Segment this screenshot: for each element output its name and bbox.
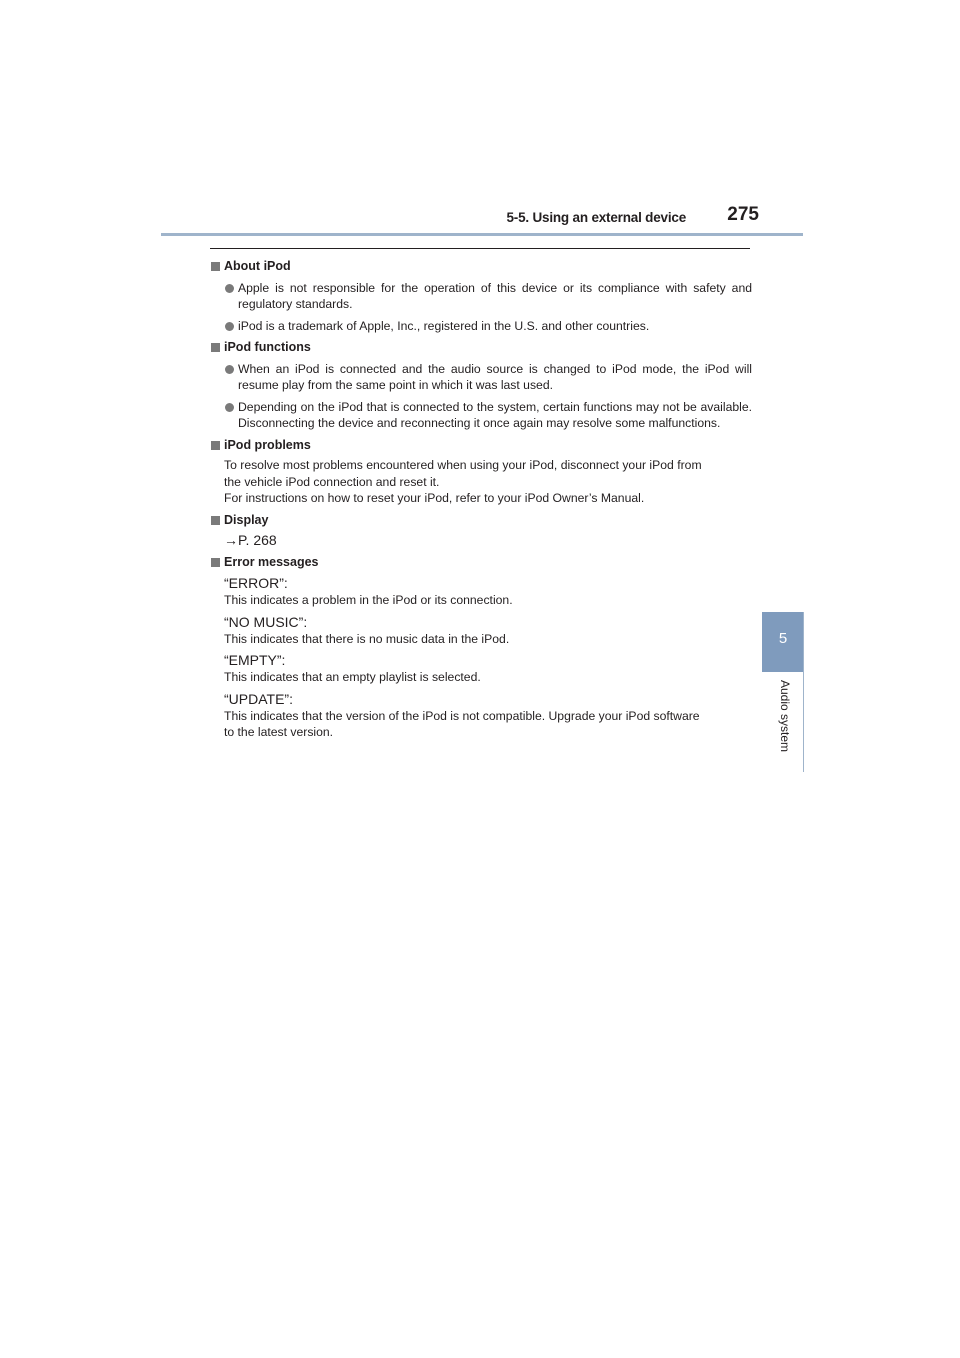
section-heading-ipod-functions: iPod functions <box>210 339 752 356</box>
list-item: When an iPod is connected and the audio source is changed to iPod mode, the iPod will resume play from the same point in which it was last used. <box>210 361 752 394</box>
circle-bullet-icon <box>225 365 234 374</box>
error-description: This indicates that there is no music data in the iPod. <box>224 631 510 646</box>
square-bullet-icon <box>211 343 220 352</box>
chapter-label: Audio system <box>778 680 792 753</box>
error-description: This indicates that an empty playlist is selected. <box>224 670 481 684</box>
error-code: “EMPTY”: <box>224 652 286 668</box>
side-rule <box>803 612 804 772</box>
page-header <box>161 200 803 236</box>
error-description: This indicates that the version of the iPod is not compatible. Upgrade your iPod software <box>224 708 700 723</box>
page-reference-link[interactable]: →P. 268 <box>224 532 277 548</box>
square-bullet-icon <box>211 441 220 450</box>
error-code: “ERROR”: <box>224 575 288 591</box>
section-heading-about-ipod: About iPod <box>210 258 752 275</box>
section-heading-display: Display <box>210 512 752 529</box>
chapter-tab <box>762 612 804 672</box>
header-rule <box>161 233 803 236</box>
ipod-problems-text: To resolve most problems encountered when using your iPod, disconnect your iPod from the vehicle iPod connection and reset it. For instructions on how to reset your iPod, refer to your iPod Owner’s Manual. <box>224 458 702 505</box>
square-bullet-icon <box>211 262 220 271</box>
section-heading-ipod-problems: iPod problems <box>210 437 752 454</box>
circle-bullet-icon <box>225 284 234 293</box>
list-item: Depending on the iPod that is connected to the system, certain functions may not be available. Disconnecting the device and reconnecting it once again may resolve some malfunctions. <box>210 399 752 432</box>
error-description: to the latest version. <box>224 725 334 739</box>
chapter-number: 5 <box>778 630 788 647</box>
error-description: This indicates a problem in the iPod or its connection. <box>224 593 513 607</box>
list-item: Apple is not responsible for the operation of this device or its compliance with safety and regulatory standards. <box>210 280 752 313</box>
error-code: “UPDATE”: <box>224 690 293 707</box>
section-title: 5-5. Using an external device <box>506 210 686 225</box>
square-bullet-icon <box>211 516 220 525</box>
content-divider <box>210 248 750 249</box>
circle-bullet-icon <box>225 322 234 331</box>
page-number: 275 <box>727 204 759 225</box>
square-bullet-icon <box>211 558 220 567</box>
circle-bullet-icon <box>225 403 234 412</box>
list-item: iPod is a trademark of Apple, Inc., registered in the U.S. and other countries. <box>210 318 752 335</box>
page-content <box>210 258 752 741</box>
section-heading-error-messages: Error messages <box>210 554 752 571</box>
error-code: “NO MUSIC”: <box>224 613 308 630</box>
